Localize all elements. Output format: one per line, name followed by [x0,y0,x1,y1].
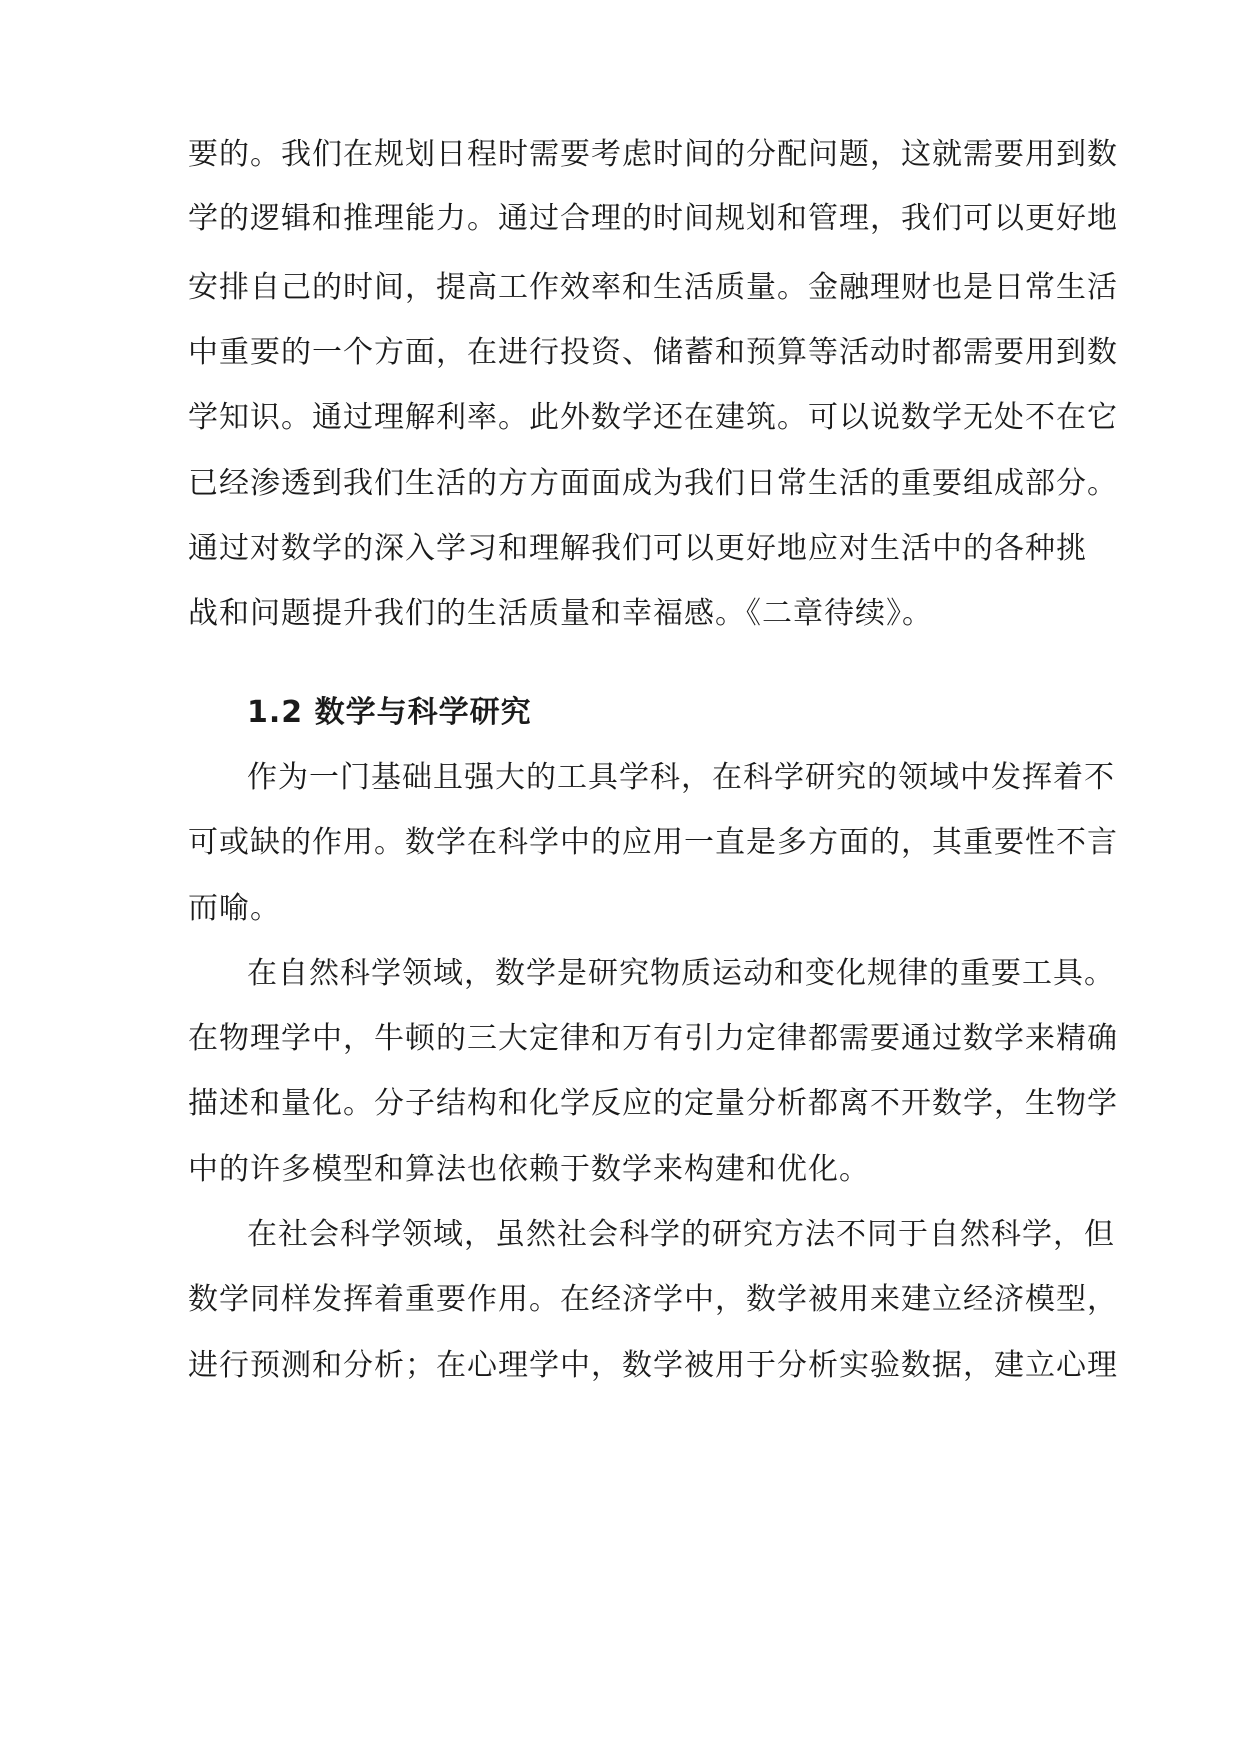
paragraph-line: 作为一门基础且强大的工具学科，在科学研究的领域中发挥着不 [247,760,1115,795]
paragraph-line: 而喻。 [188,891,281,926]
paragraph-line: 通过对数学的深入学习和理解我们可以更好地应对生活中的各种挑 [188,531,1087,566]
paragraph-line: 数学同样发挥着重要作用。在经济学中，数学被用来建立经济模型， [188,1282,1118,1317]
paragraph-line: 安排自己的时间，提高工作效率和生活质量。金融理财也是日常生活 [188,270,1118,305]
paragraph-line: 进行预测和分析；在心理学中，数学被用于分析实验数据，建立心理 [188,1348,1118,1383]
paragraph-line: 已经渗透到我们生活的方方面面成为我们日常生活的重要组成部分。 [188,466,1118,501]
paragraph-line: 学的逻辑和推理能力。通过合理的时间规划和管理，我们可以更好地 [188,201,1118,236]
paragraph-line: 战和问题提升我们的生活质量和幸福感。《二章待续》。 [188,596,933,631]
paragraph-line: 要的。我们在规划日程时需要考虑时间的分配问题，这就需要用到数 [188,137,1118,172]
paragraph-line: 在社会科学领域，虽然社会科学的研究方法不同于自然科学，但 [247,1217,1115,1252]
paragraph-line: 在自然科学领域，数学是研究物质运动和变化规律的重要工具。 [247,956,1115,991]
paragraph-line: 描述和量化。分子结构和化学反应的定量分析都离不开数学，生物学 [188,1086,1118,1121]
paragraph-line: 可或缺的作用。数学在科学中的应用一直是多方面的，其重要性不言 [188,825,1118,860]
paragraph-line: 在物理学中，牛顿的三大定律和万有引力定律都需要通过数学来精确 [188,1021,1118,1056]
paragraph-line: 学知识。通过理解利率。此外数学还在建筑。可以说数学无处不在它 [188,400,1118,435]
paragraph-line: 中重要的一个方面，在进行投资、储蓄和预算等活动时都需要用到数 [188,335,1118,370]
section-heading: 1.2 数学与科学研究 [247,695,532,730]
paragraph-line: 中的许多模型和算法也依赖于数学来构建和优化。 [188,1152,870,1187]
